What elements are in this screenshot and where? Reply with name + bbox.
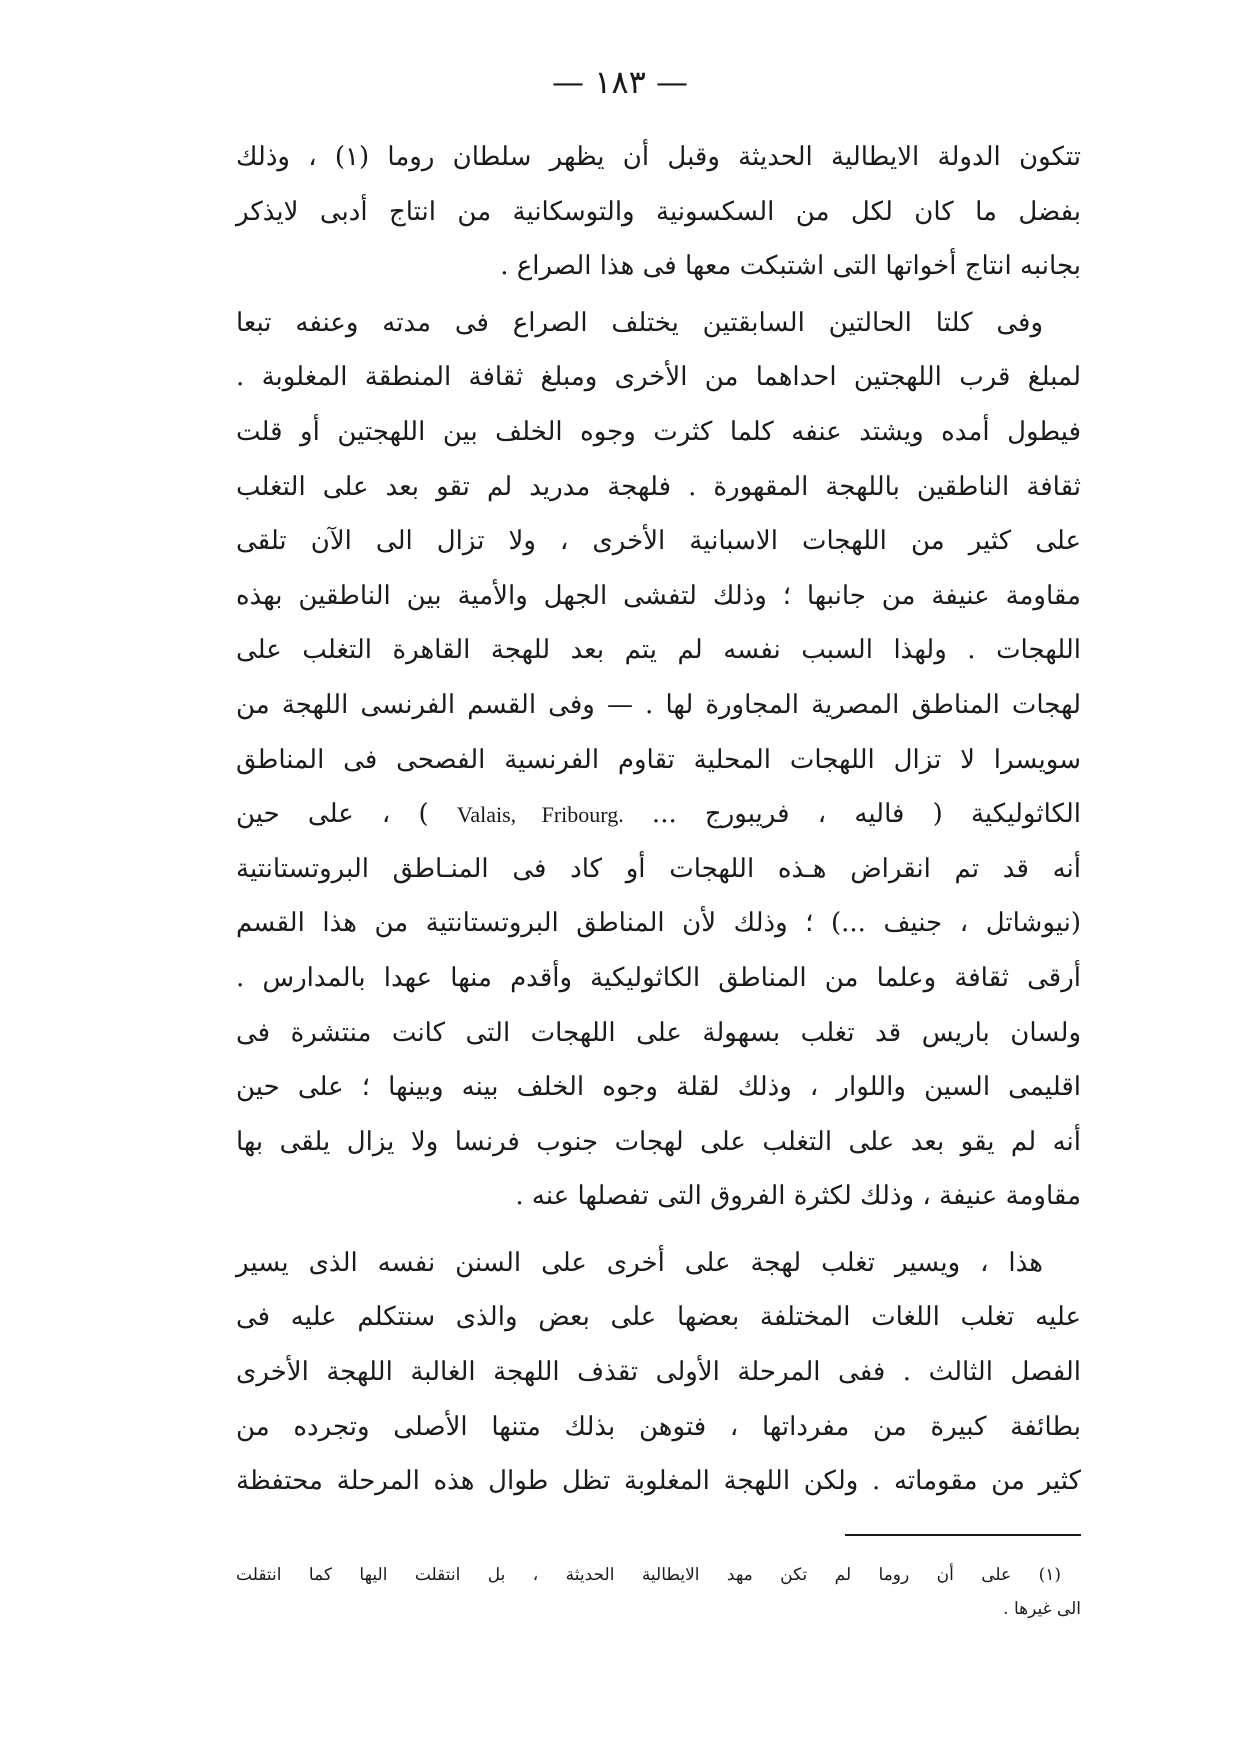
text-line: ولسان باريس قد تغلب بسهولة على اللهجات التى كانت منتشرة فى [236,1017,1081,1048]
text-line-with-latin [236,787,1081,842]
text-line: (نيوشاتل ، جنيف ...) ؛ وذلك لأن المناطق البروتستانتية من هذا القسم [236,908,1081,939]
text-line: تتكون الدولة الايطالية الحديثة وقبل أن يظهر سلطان روما (١) ، وذلك [236,142,1081,172]
text-line: لهجات المناطق المصرية المجاورة لها . — وفى القسم الفرنسى اللهجة من [236,689,1081,720]
text-line: سويسرا لا تزال اللهجات المحلية تقاوم الفرنسية الفصحى فى المناطق [236,744,1081,775]
paragraph-2 [236,296,1081,1224]
text-line: عليه تغلب اللغات المختلفة بعضها على بعض والذى سنتكلم عليه فى [236,1302,1081,1333]
footnote-separator [845,1534,1081,1536]
text-line: مقاومة عنيفة من جانبها ؛ وذلك لتفشى الجهل والأمية بين الناطقين بهذه [236,580,1081,611]
text-line: أنه لم يقو بعد على التغلب على لهجات جنوب فرنسا ولا يزال يلقى بها [236,1126,1081,1157]
footnote-line: (١) على أن روما لم تكن مهد الايطالية الحديثة ، بل انتقلت اليها كما انتقلت [236,1565,1061,1585]
text-line: اقليمى السين واللوار ، وذلك لقلة وجوه الخلف بينه وبينها ؛ على حين [236,1072,1081,1103]
text-line: لمبلغ قرب اللهجتين احداهما من الأخرى ومبلغ ثقافة المنطقة المغلوبة . [236,362,1081,393]
text-line: فيطول أمده ويشتد عنفه كلما كثرت وجوه الخلف بين اللهجتين أو قلت [236,416,1081,447]
footnote-line: الى غيرها . [1003,1599,1081,1619]
text-line: هذا ، ويسير تغلب لهجة على أخرى على السنن نفسه الذى يسير [236,1247,1043,1278]
paragraph-1 [236,130,1081,294]
text-line: ثقافة الناطقين باللهجة المقهورة . فلهجة مدريد لم تقو بعد على التغلب [236,471,1081,502]
text-line: أنه قد تم انقراض هـذه اللهجات أو كاد فى المنـاطق البروتستانتية [236,853,1081,884]
text-line: بجانبه انتاج أخواتها التى اشتبكت معها فى هذا الصراع . [500,251,1081,282]
body-text [236,130,1081,1509]
text-line: أرقى ثقافة وعلما من المناطق الكاثوليكية وأقدم منها عهدا بالمدارس . [236,962,1081,993]
text-line: وفى كلتا الحالتين السابقتين يختلف الصراع فى مدته وعنفه تبعا [236,307,1043,338]
latin-line-before: الكاثوليكية ( فاليه ، فريبورج ... [623,799,1082,830]
paragraph-3 [236,1236,1081,1509]
latin-place-names: Valais, Fribourg. [456,802,624,828]
text-line: كثير من مقوماته . ولكن اللهجة المغلوبة تظل طوال هذه المرحلة محتفظة [236,1466,1081,1497]
text-line: بفضل ما كان لكل من السكسونية والتوسكانية من انتاج أدبى لايذكر [236,196,1081,227]
text-line: بطائفة كبيرة من مفرداتها ، فتوهن بذلك متنها الأصلى وتجرده من [236,1411,1081,1442]
text-line: على كثير من اللهجات الاسبانية الأخرى ، ولا تزال الى الآن تلقى [236,526,1081,557]
text-line: الفصل الثالث . ففى المرحلة الأولى تقذف اللهجة الغالبة اللهجة الأخرى [236,1357,1081,1388]
latin-line-after: ) ، على حين [236,799,457,830]
text-line: مقاومة عنيفة ، وذلك لكثرة الفروق التى تفصلها عنه . [515,1181,1081,1212]
page-number: — ١٨٣ — [552,63,688,101]
text-line: اللهجات . ولهذا السبب نفسه لم يتم بعد للهجة القاهرة التغلب على [236,635,1081,666]
footnotes [236,1558,1081,1626]
